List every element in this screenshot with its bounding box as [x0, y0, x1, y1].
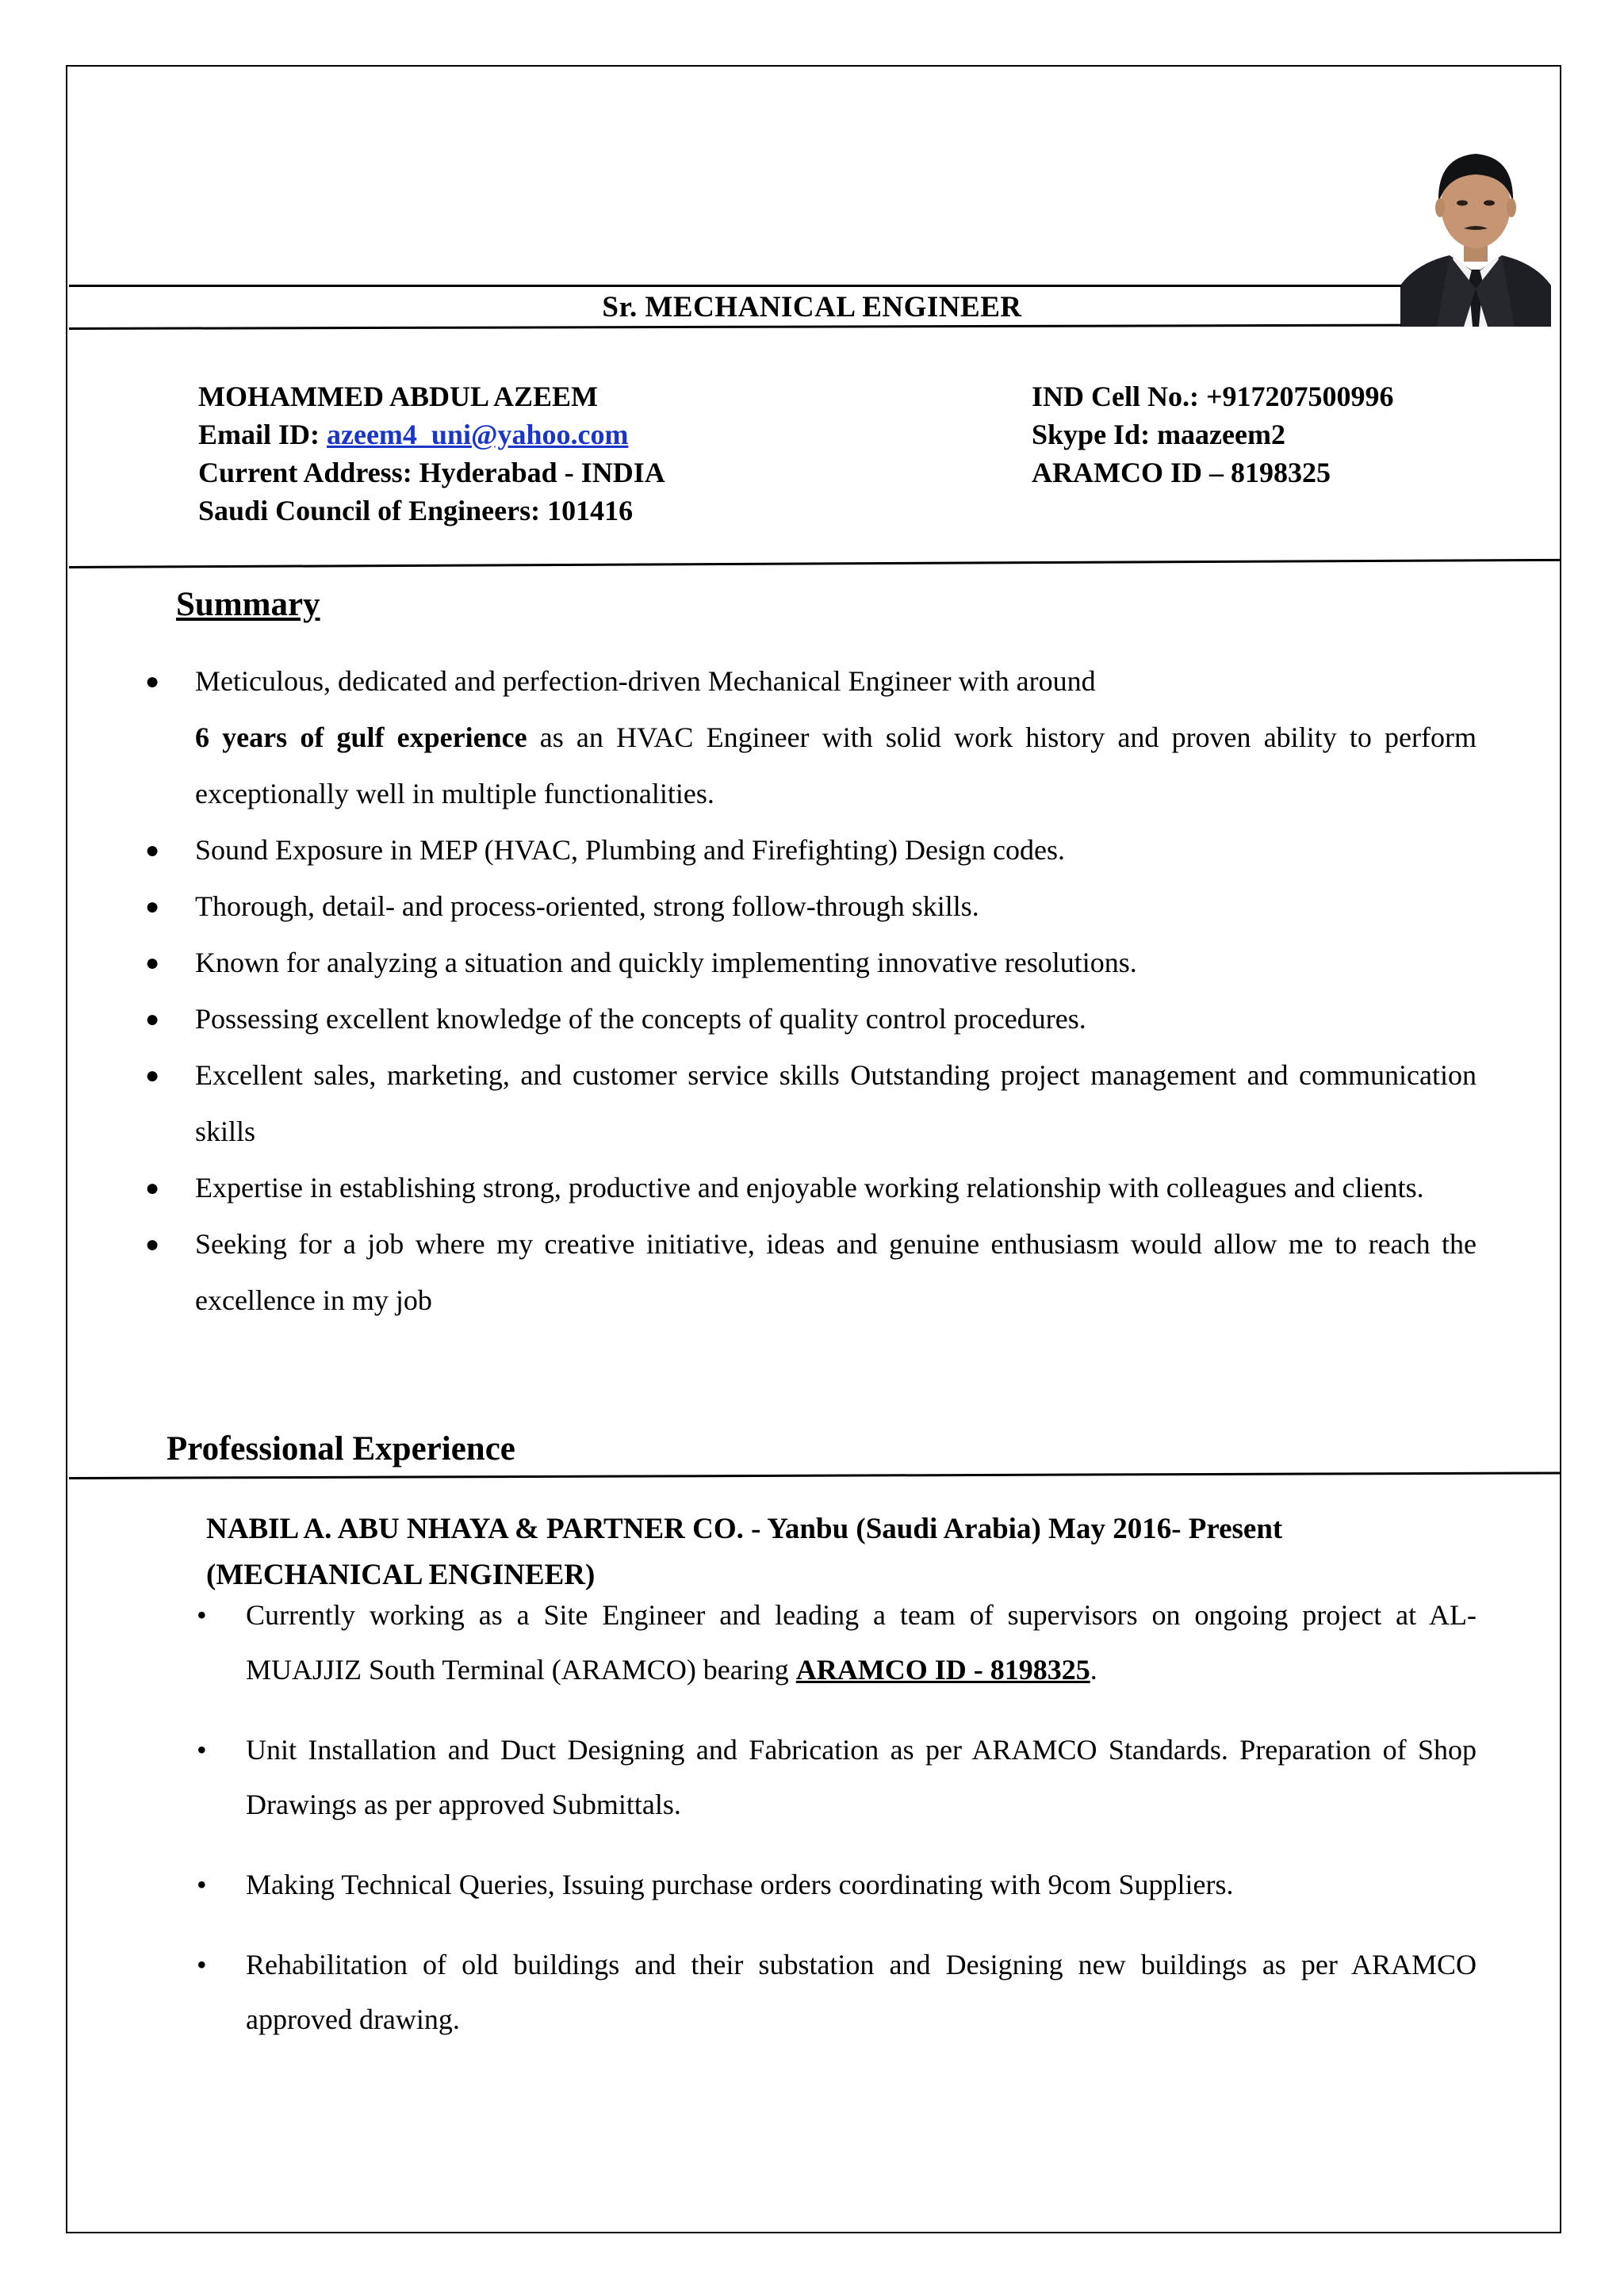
summary-item-text: Seeking for a job where my creative initiative, ideas and genuine enthusiasm would allow me to reach the excellence in my job [195, 1228, 1477, 1316]
bullet-icon: ● [145, 1231, 160, 1257]
bullet-icon: • [197, 1869, 207, 1900]
summary-item-text: Excellent sales, marketing, and customer service skills Outstanding project management and communication skills [195, 1059, 1477, 1147]
summary-item [145, 1216, 1477, 1329]
summary-item-text: Sound Exposure in MEP (HVAC, Plumbing and Firefighting) Design codes. [195, 834, 1065, 866]
bullet-icon: ● [145, 1062, 160, 1089]
contact-left [198, 377, 665, 530]
job-role: (MECHANICAL ENGINEER) [206, 1559, 596, 1591]
bullet-icon: ● [145, 837, 160, 863]
summary-item-text: Possessing excellent knowledge of the concepts of quality control procedures. [195, 1003, 1086, 1035]
summary-item-text: Known for analyzing a situation and quickly implementing innovative resolutions. [195, 947, 1137, 978]
company-line: NABIL A. ABU NHAYA & PARTNER CO. - Yanbu (Saudi Arabia) May 2016- Present [206, 1513, 1283, 1545]
summary-item [145, 653, 1477, 822]
cell-number: IND Cell No.: +917207500996 [1032, 381, 1394, 412]
experience-item-text: Currently working as a Site Engineer and leading a team of supervisors on ongoing project at AL-MUAJJIZ South Terminal (ARAMCO) bearing [246, 1599, 1477, 1686]
email-label: Email ID: [198, 419, 320, 450]
bullet-icon: • [197, 1949, 207, 1980]
title-top-rule [69, 285, 1401, 287]
experience-item-text: Unit Installation and Duct Designing and Fabrication as per ARAMCO Standards. Preparation of Shop Drawings as per approved Submittals. [246, 1734, 1477, 1820]
bullet-icon: • [197, 1599, 207, 1631]
email-row [198, 415, 665, 453]
experience-item [197, 1723, 1477, 1832]
email-link[interactable]: azeem4_uni@yahoo.com [327, 419, 629, 450]
summary-item-text: Expertise in establishing strong, productive and enjoyable working relationship with colleagues and clients. [195, 1172, 1424, 1203]
bullet-icon: ● [145, 1175, 160, 1201]
experience-item-tail: . [1090, 1654, 1097, 1686]
experience-item [197, 1858, 1477, 1912]
summary-item [145, 1047, 1477, 1160]
summary-item-bold: 6 years of gulf experience [195, 721, 527, 753]
saudi-council-number: Saudi Council of Engineers: 101416 [198, 495, 634, 526]
experience-item-text: Rehabilitation of old buildings and their substation and Designing new buildings as per ARAMCO approved drawing. [246, 1949, 1477, 2035]
aramco-id: ARAMCO ID – 8198325 [1032, 457, 1331, 488]
bullet-icon: • [197, 1734, 207, 1766]
contact-right [1032, 377, 1394, 492]
aramco-id-highlight: ARAMCO ID - 8198325 [795, 1654, 1090, 1686]
summary-item [145, 935, 1477, 991]
summary-item [145, 878, 1477, 935]
employer-block [206, 1506, 1282, 1598]
bullet-icon: ● [145, 668, 160, 695]
skype-id: Skype Id: maazeem2 [1032, 419, 1285, 450]
summary-item [145, 991, 1477, 1047]
summary-item-rest: as an HVAC Engineer with solid work history and proven ability to perform exceptionally well in multiple functionalities. [195, 721, 1477, 809]
summary-list [145, 653, 1477, 1329]
current-address: Current Address: Hyderabad - INDIA [198, 457, 665, 488]
experience-heading: Professional Experience [167, 1430, 515, 1468]
summary-item [145, 822, 1477, 878]
summary-item-text: Thorough, detail- and process-oriented, strong follow-through skills. [195, 890, 979, 922]
candidate-name: MOHAMMED ABDUL AZEEM [198, 381, 599, 412]
bullet-icon: ● [145, 1006, 160, 1032]
bullet-icon: ● [145, 950, 160, 976]
experience-item [197, 1938, 1477, 2047]
summary-heading: Summary [176, 586, 320, 623]
summary-item [145, 1160, 1477, 1216]
experience-item [197, 1588, 1477, 1697]
bullet-icon: ● [145, 894, 160, 920]
job-title: Sr. MECHANICAL ENGINEER [602, 291, 1022, 323]
experience-list [197, 1588, 1477, 2072]
experience-item-text: Making Technical Queries, Issuing purchase orders coordinating with 9com Suppliers. [246, 1869, 1234, 1900]
summary-item-line1: Meticulous, dedicated and perfection-driven Mechanical Engineer with around [195, 665, 1096, 697]
